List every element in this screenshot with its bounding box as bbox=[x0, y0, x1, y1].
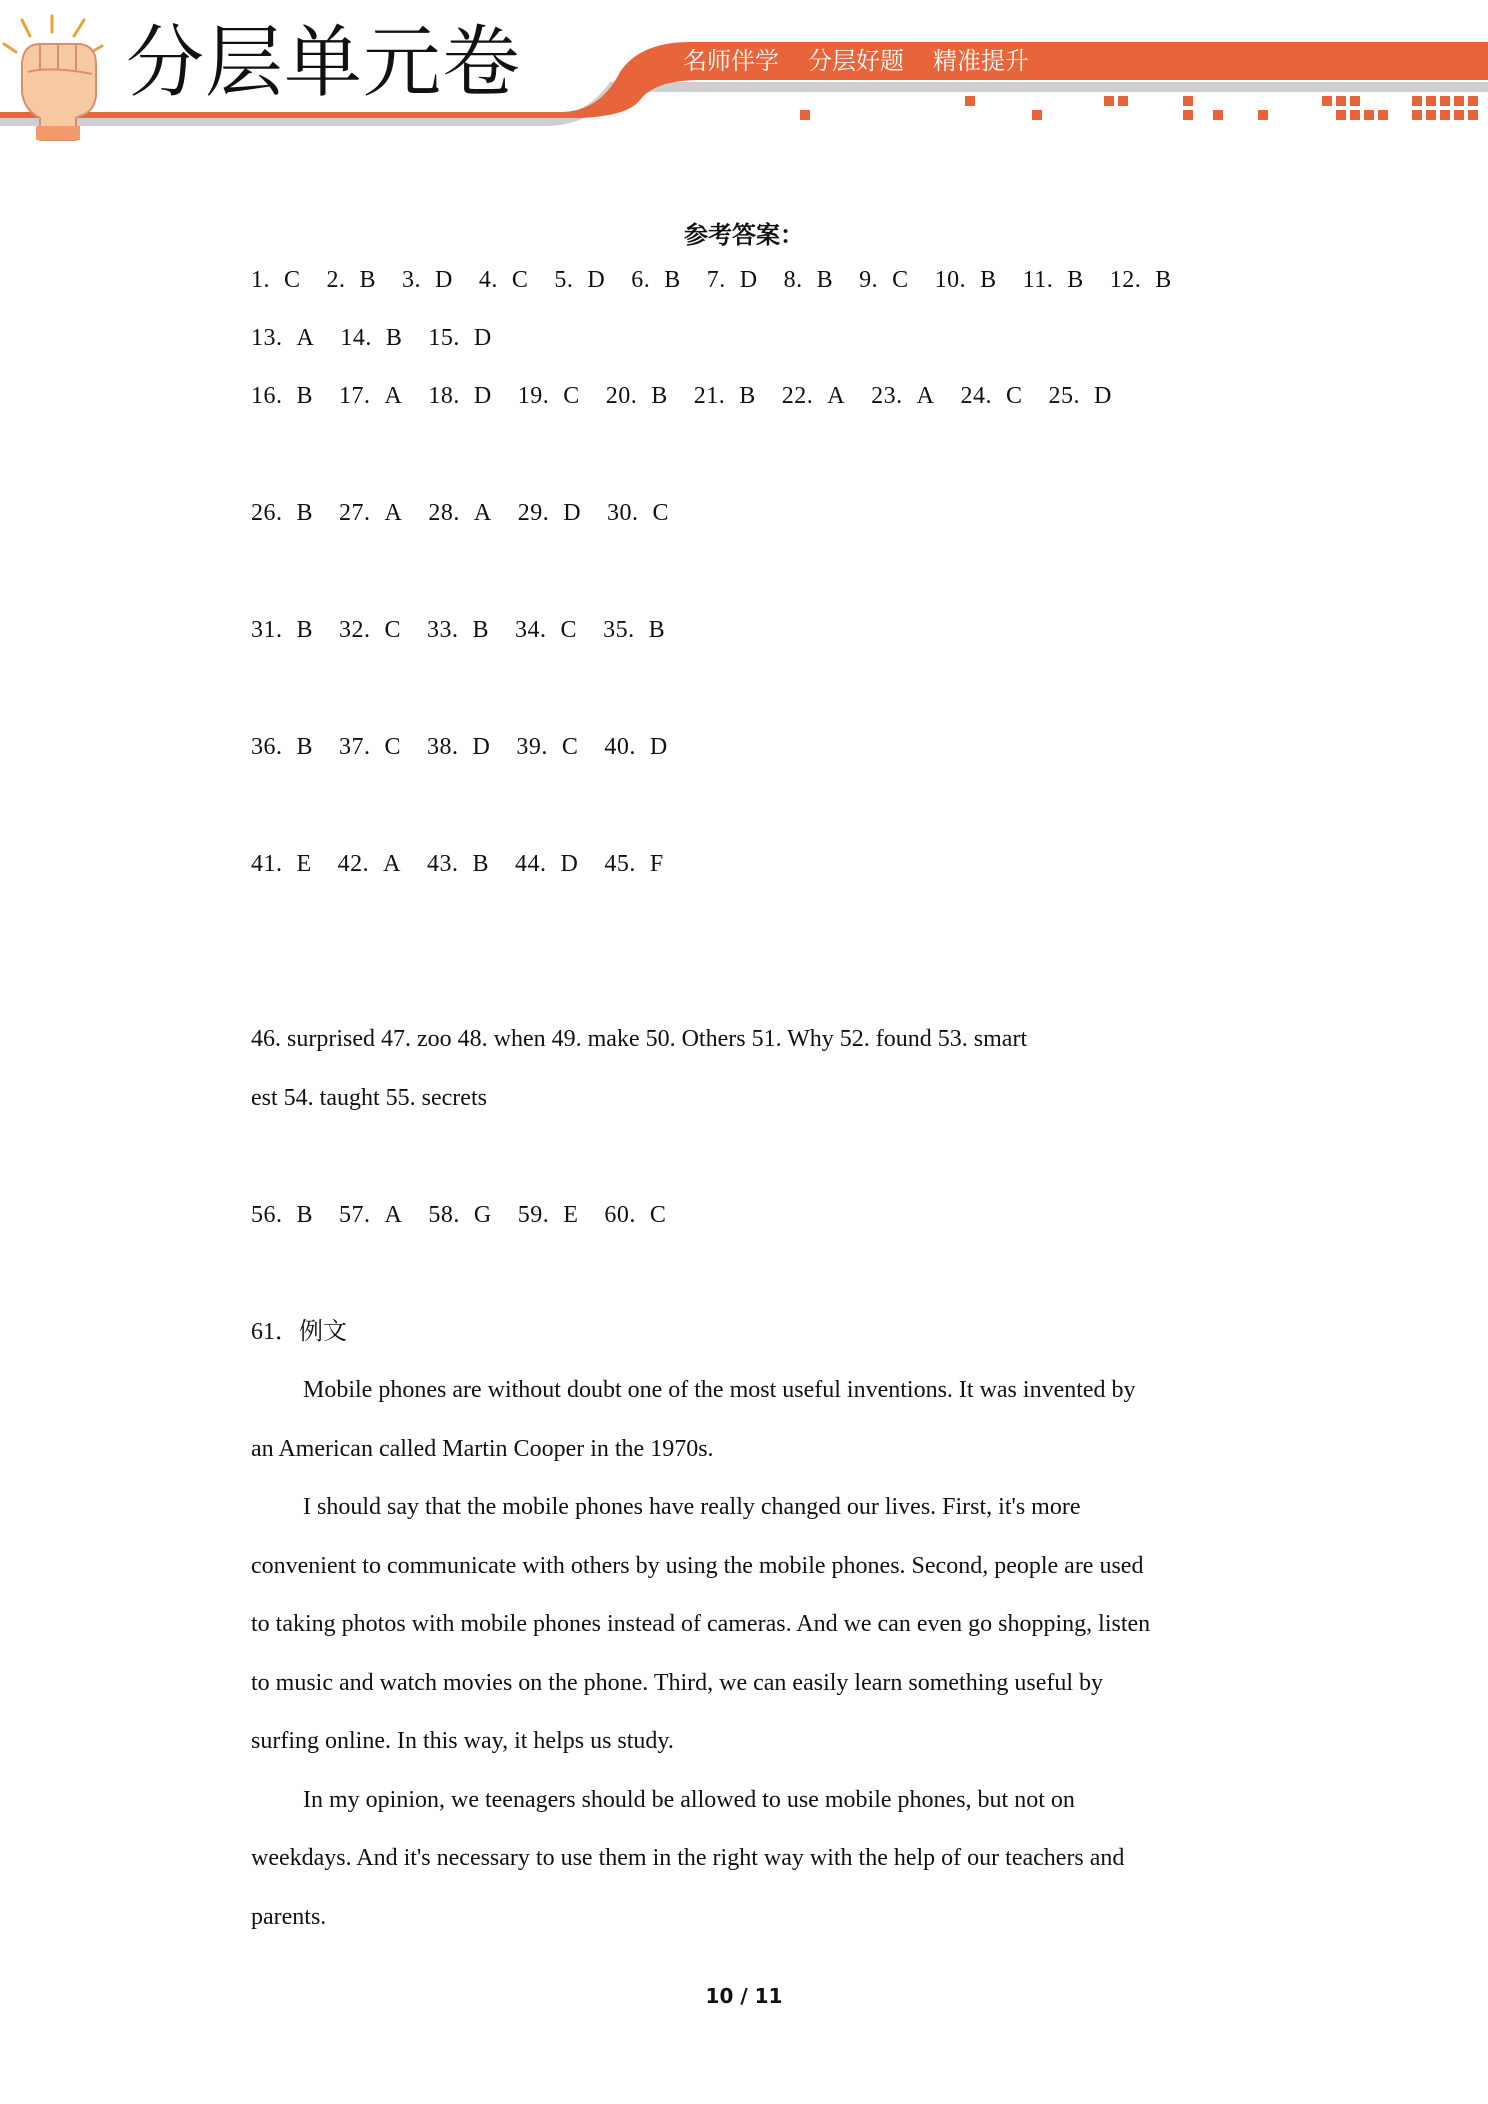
answer-choice: D bbox=[435, 267, 453, 293]
fill-blank-line-2: est 54. taught 55. secrets bbox=[251, 1085, 487, 1111]
question-number: 38. bbox=[427, 734, 459, 760]
essay-line: parents. bbox=[251, 1904, 327, 1930]
essay-line: Mobile phones are without doubt one of the most useful inventions. It was invented by bbox=[303, 1377, 1136, 1403]
answer-item bbox=[631, 264, 681, 296]
answer-choice: D bbox=[587, 267, 606, 293]
answer-choice: C bbox=[563, 383, 580, 409]
answer-choice: B bbox=[296, 734, 314, 760]
answer-item bbox=[339, 1199, 402, 1231]
answer-choice: B bbox=[651, 383, 668, 409]
essay-line: In my opinion, we teenagers should be allowed to use mobile phones, but not on bbox=[303, 1787, 1075, 1813]
answer-line-1 bbox=[251, 264, 1198, 296]
answer-item bbox=[479, 264, 529, 296]
answer-choice: D bbox=[473, 383, 492, 409]
answer-item bbox=[402, 264, 453, 296]
question-number: 26. bbox=[251, 500, 283, 526]
answer-item bbox=[427, 731, 490, 763]
answer-choice: B bbox=[385, 325, 403, 351]
answer-item bbox=[1110, 264, 1172, 296]
answer-item bbox=[515, 848, 578, 880]
answer-choice: D bbox=[473, 325, 492, 351]
answer-item bbox=[554, 264, 605, 296]
answer-choice: B bbox=[472, 617, 490, 643]
question-number: 31. bbox=[251, 617, 283, 643]
question-number: 8. bbox=[783, 267, 803, 293]
question-number: 1. bbox=[251, 267, 270, 293]
answer-choice: B bbox=[296, 383, 314, 409]
question-number: 56. bbox=[251, 1202, 283, 1228]
answer-choice: C bbox=[384, 734, 402, 760]
question-number: 33. bbox=[427, 617, 459, 643]
answer-item bbox=[327, 264, 377, 296]
answer-choice: B bbox=[739, 383, 756, 409]
slogan-2: 分层好题 bbox=[808, 47, 904, 75]
answer-item bbox=[960, 380, 1022, 412]
essay-line: I should say that the mobile phones have really changed our lives. First, it's more bbox=[303, 1494, 1081, 1520]
answer-item bbox=[251, 848, 312, 880]
answer-choice: B bbox=[359, 267, 377, 293]
question-number: 6. bbox=[631, 267, 651, 293]
answer-line-56-60 bbox=[251, 1199, 692, 1231]
question-number: 2. bbox=[326, 267, 346, 293]
answer-choice: B bbox=[664, 267, 681, 293]
question-number: 24. bbox=[960, 383, 992, 409]
answer-choice: B bbox=[816, 267, 834, 293]
question-number: 28. bbox=[428, 500, 460, 526]
question-number: 57. bbox=[339, 1202, 371, 1228]
question-number: 25. bbox=[1048, 383, 1080, 409]
question-number: 7. bbox=[706, 267, 726, 293]
answer-item bbox=[935, 264, 997, 296]
answer-item bbox=[1023, 264, 1084, 296]
question-number: 18. bbox=[428, 383, 460, 409]
page-header bbox=[0, 0, 1488, 150]
answer-item bbox=[339, 614, 401, 646]
question-number: 16. bbox=[251, 383, 283, 409]
question-number: 60. bbox=[604, 1202, 636, 1228]
answer-choice: C bbox=[284, 267, 301, 293]
answer-line-7 bbox=[251, 848, 690, 880]
answer-item bbox=[515, 614, 577, 646]
question-number: 29. bbox=[517, 500, 550, 526]
question-number: 17. bbox=[339, 383, 371, 409]
question-number: 45. bbox=[604, 851, 636, 877]
answer-item bbox=[338, 848, 401, 880]
answer-item bbox=[339, 731, 401, 763]
answer-choice: D bbox=[1093, 383, 1112, 409]
answer-item bbox=[251, 1199, 313, 1231]
question-number: 43. bbox=[427, 851, 459, 877]
answer-item bbox=[782, 380, 845, 412]
answer-choice: G bbox=[473, 1202, 492, 1228]
answer-choice: A bbox=[827, 383, 846, 409]
answer-choice: A bbox=[916, 383, 935, 409]
answer-choice: C bbox=[560, 617, 578, 643]
answer-choice: C bbox=[649, 1202, 667, 1228]
answer-choice: C bbox=[384, 617, 402, 643]
answer-choice: B bbox=[296, 1202, 314, 1228]
answer-item bbox=[518, 497, 581, 529]
question-number: 12. bbox=[1109, 267, 1142, 293]
answer-choice: A bbox=[384, 500, 403, 526]
answer-item bbox=[251, 497, 313, 529]
answer-choice: C bbox=[561, 734, 579, 760]
answer-choice: A bbox=[383, 851, 402, 877]
question-number: 23. bbox=[871, 383, 903, 409]
answer-item bbox=[604, 1199, 666, 1231]
brand-title: 分层单元卷 bbox=[126, 18, 522, 108]
answer-choice: F bbox=[649, 851, 664, 877]
question-number: 58. bbox=[428, 1202, 460, 1228]
answer-item bbox=[603, 614, 665, 646]
answer-item bbox=[518, 380, 580, 412]
question-number: 22. bbox=[781, 383, 814, 409]
question-number: 13. bbox=[251, 325, 283, 351]
answer-item bbox=[516, 731, 578, 763]
essay-line: an American called Martin Cooper in the 1970s. bbox=[251, 1436, 714, 1462]
answer-choice: D bbox=[563, 500, 582, 526]
answer-item bbox=[518, 1199, 579, 1231]
question-number: 37. bbox=[339, 734, 371, 760]
answer-choice: B bbox=[648, 617, 666, 643]
answer-choice: B bbox=[1067, 267, 1084, 293]
slogan-1: 名师伴学 bbox=[683, 47, 779, 75]
question-number: 42. bbox=[337, 851, 370, 877]
question-number: 20. bbox=[605, 383, 638, 409]
answer-item bbox=[428, 497, 491, 529]
question-number: 19. bbox=[517, 383, 550, 409]
answer-item bbox=[871, 380, 934, 412]
answer-line-5 bbox=[251, 614, 691, 646]
question-number: 32. bbox=[339, 617, 371, 643]
answer-item bbox=[339, 497, 402, 529]
answer-item bbox=[251, 322, 314, 354]
answer-line-4 bbox=[251, 497, 695, 529]
answer-item bbox=[1048, 380, 1111, 412]
question-number: 3. bbox=[402, 267, 422, 293]
answer-choice: B bbox=[296, 500, 314, 526]
essay-line: to music and watch movies on the phone. Third, we can easily learn something useful by bbox=[251, 1670, 1104, 1696]
answer-choice: B bbox=[1155, 267, 1172, 293]
answer-key-title: 参考答案： bbox=[684, 221, 804, 249]
answer-item bbox=[428, 1199, 491, 1231]
answer-line-3 bbox=[251, 380, 1138, 412]
answer-choice: D bbox=[472, 734, 491, 760]
answer-choice: E bbox=[563, 1202, 579, 1228]
answer-item bbox=[604, 731, 667, 763]
question-number: 39. bbox=[516, 734, 548, 760]
question-number: 27. bbox=[339, 500, 371, 526]
answer-item bbox=[784, 264, 834, 296]
answer-choice: A bbox=[384, 1202, 403, 1228]
answer-choice: C bbox=[652, 500, 670, 526]
answer-choice: A bbox=[473, 500, 492, 526]
answer-item bbox=[428, 380, 491, 412]
answer-choice: D bbox=[739, 267, 758, 293]
answer-item bbox=[694, 380, 756, 412]
question-number: 40. bbox=[604, 734, 636, 760]
question-number: 9. bbox=[859, 267, 879, 293]
answer-item bbox=[251, 380, 313, 412]
question-number: 30. bbox=[607, 500, 639, 526]
answer-choice: C bbox=[892, 267, 909, 293]
answer-item bbox=[707, 264, 758, 296]
fill-blank-line-1: 46. surprised 47. zoo 48. when 49. make 50. Others 51. Why 52. found 53. smart bbox=[251, 1026, 1028, 1052]
answer-item bbox=[859, 264, 909, 296]
question-number: 35. bbox=[603, 617, 635, 643]
answer-line-2 bbox=[251, 322, 518, 354]
essay-line: weekdays. And it's necessary to use them in the right way with the help of our teachers and bbox=[251, 1845, 1125, 1871]
answer-choice: E bbox=[296, 851, 312, 877]
answer-choice: B bbox=[980, 267, 997, 293]
answer-item bbox=[340, 322, 402, 354]
question-number: 59. bbox=[517, 1202, 550, 1228]
answer-item bbox=[251, 731, 313, 763]
answer-choice: C bbox=[511, 267, 529, 293]
answer-item bbox=[427, 848, 489, 880]
answer-choice: D bbox=[560, 851, 579, 877]
answer-choice: A bbox=[384, 383, 403, 409]
answer-item bbox=[607, 497, 669, 529]
page-number: 10 / 11 bbox=[705, 1984, 783, 2008]
essay-line: convenient to communicate with others by using the mobile phones. Second, people are used bbox=[251, 1553, 1144, 1579]
essay-line: to taking photos with mobile phones instead of cameras. And we can even go shopping, listen bbox=[251, 1611, 1151, 1637]
answer-item bbox=[604, 848, 663, 880]
question-number: 14. bbox=[340, 325, 372, 351]
raised-fist-icon bbox=[0, 14, 120, 144]
answer-item bbox=[251, 264, 301, 296]
answer-item bbox=[251, 614, 313, 646]
answer-item bbox=[606, 380, 668, 412]
answer-choice: A bbox=[296, 325, 315, 351]
question-number: 41. bbox=[251, 851, 283, 877]
question-number: 10. bbox=[934, 267, 967, 293]
essay-label: 61．例文 bbox=[251, 1319, 347, 1345]
answer-choice: C bbox=[1005, 383, 1023, 409]
question-number: 21. bbox=[693, 383, 726, 409]
essay-line: surfing online. In this way, it helps us study. bbox=[251, 1728, 674, 1754]
answer-choice: B bbox=[296, 617, 314, 643]
slogan-3: 精准提升 bbox=[933, 47, 1029, 75]
answer-choice: D bbox=[649, 734, 668, 760]
question-number: 4. bbox=[478, 267, 498, 293]
answer-item bbox=[427, 614, 489, 646]
answer-choice: B bbox=[472, 851, 490, 877]
question-number: 5. bbox=[554, 267, 574, 293]
answer-item bbox=[339, 380, 402, 412]
question-number: 36. bbox=[251, 734, 283, 760]
answer-item bbox=[428, 322, 491, 354]
question-number: 44. bbox=[515, 851, 547, 877]
question-number: 11. bbox=[1022, 267, 1054, 293]
answer-line-6 bbox=[251, 731, 694, 763]
question-number: 15. bbox=[428, 325, 460, 351]
question-number: 34. bbox=[515, 617, 547, 643]
